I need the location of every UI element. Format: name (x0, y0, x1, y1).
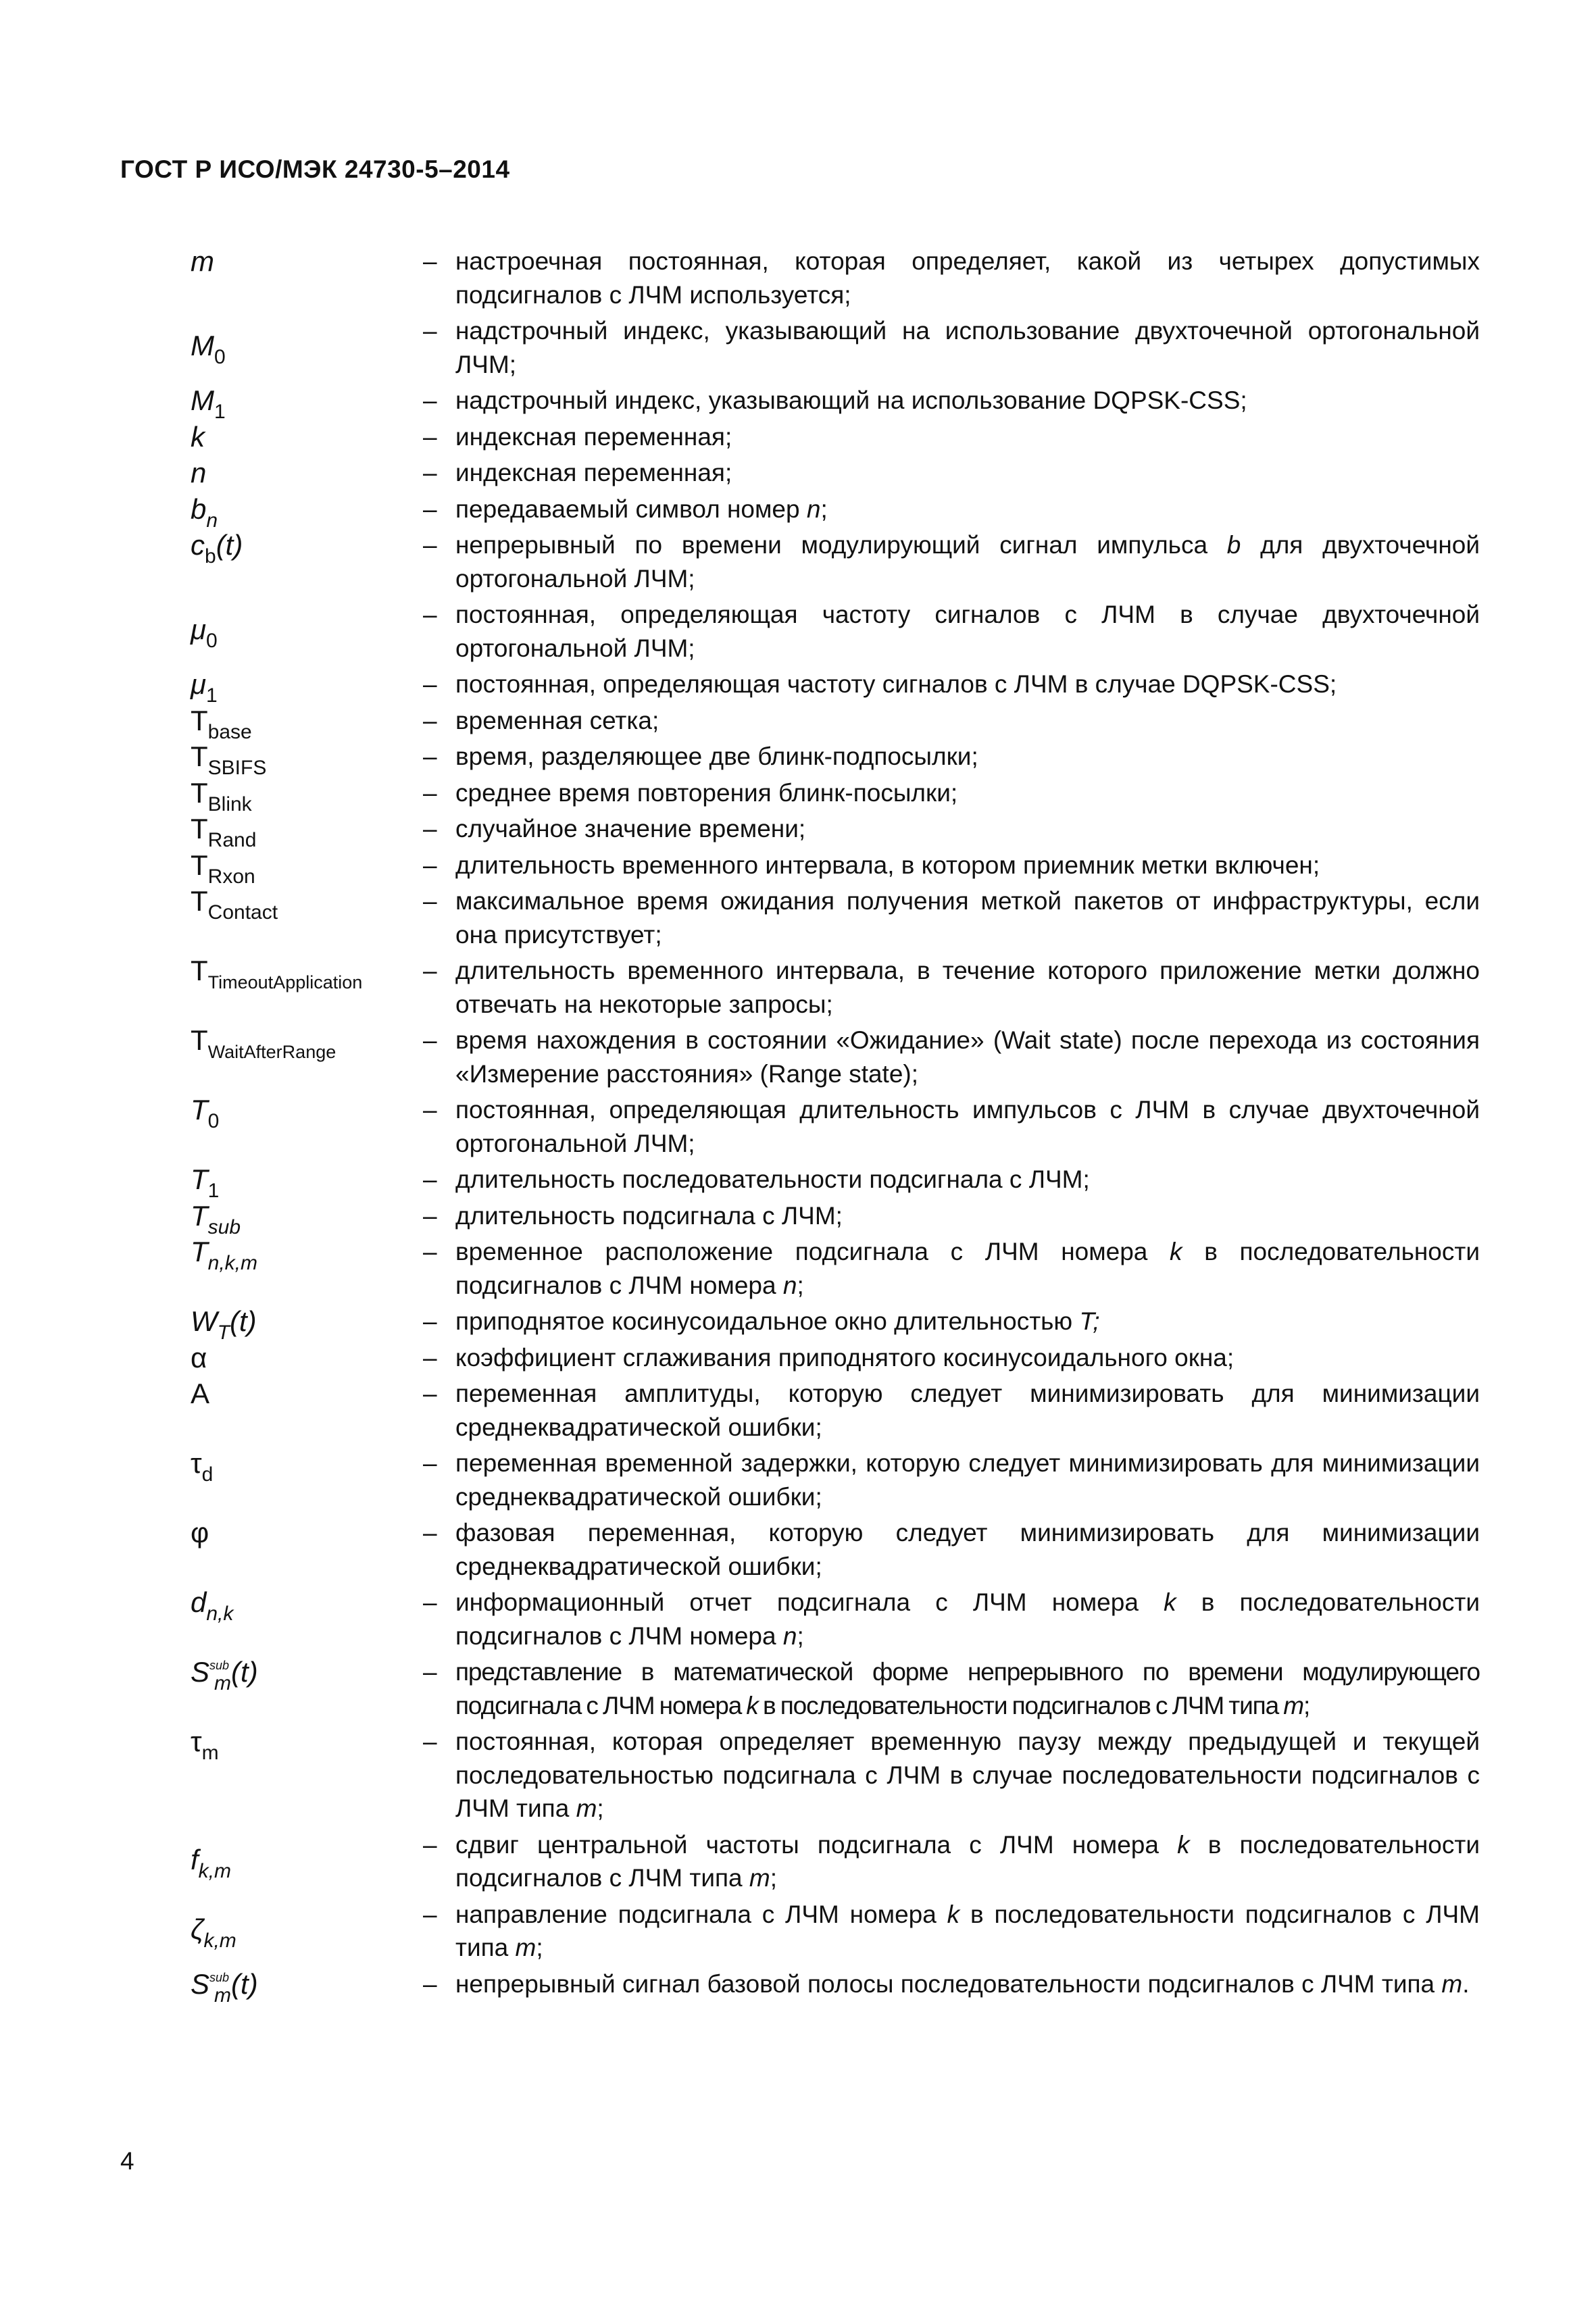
definition-row: $M_0$ – надстрочный индекс, указывающий на использование двухточечной ортогональной ЛЧМ; (120, 314, 1480, 381)
definition-symbol: $\zeta_{k,m}$ (191, 1913, 236, 1952)
definition-text: длительность подсигнала с ЛЧМ; (455, 1201, 843, 1230)
definition-row: $\mu_0$ – постоянная, определяющая частоту сигналов с ЛЧМ в случае двухточечной ортогональной ЛЧМ; (120, 598, 1480, 665)
definition-row: $T_{TimeoutApplication}$ – длительность временного интервала, в течение которого приложение метки должно отвечать на некоторые запросы; (120, 954, 1480, 1021)
definition-row: $W_T(t)$ – приподнятое косинусоидальное окно длительностью T; (120, 1305, 1480, 1338)
definition-row: $T_{Blink}$ – среднее время повторения блинк-посылки; (120, 776, 1480, 810)
definition-row: $\tau_m$ – постоянная, которая определяет временную паузу между предыдущей и текущей последовательностью подсигнала с ЛЧМ в случае последовательности подсигналов с ЛЧМ типа m; (120, 1725, 1480, 1826)
definition-symbol: $M_1$ (191, 384, 226, 423)
definition-text: сдвиг центральной частоты подсигнала с ЛЧМ номера k в последовательности подсигналов с ЛЧМ типа m; (455, 1830, 1480, 1892)
definition-symbol: φ (191, 1517, 209, 1549)
definition-row: $T_1$ – длительность последовательности подсигнала с ЛЧМ; (120, 1163, 1480, 1197)
definition-symbol: $T_{sub}$ (191, 1199, 241, 1238)
definition-text: переменная амплитуды, которую следует минимизировать для минимизации среднеквадратической ошибки; (455, 1380, 1480, 1441)
definition-symbol: $T_{SBIFS}$ (191, 740, 267, 779)
definition-symbol: $T_0$ (191, 1094, 220, 1132)
definition-row: $T_{base}$ – временная сетка; (120, 704, 1480, 738)
definition-row: $d_{n,k}$ – информационный отчет подсигнала с ЛЧМ номера k в последовательности подсигналов с ЛЧМ номера n; (120, 1586, 1480, 1653)
definition-text: постоянная, которая определяет временную паузу между предыдущей и текущей последовательностью подсигнала с ЛЧМ в случае последовательности подсигналов с ЛЧМ типа m; (455, 1728, 1480, 1822)
definition-row: $T_{Contact}$ – максимальное время ожидания получения меткой пакетов от инфраструктуры, если она присутствует; (120, 884, 1480, 951)
definition-text: коэффициент сглаживания приподнятого косинусоидального окна; (455, 1343, 1235, 1372)
definition-symbol: k (191, 420, 205, 453)
definition-row: $S^{sub}_m(t)$ – представление в математической форме непрерывного по времени модулирующего подсигнала с ЛЧМ номера k в последовательности подсигналов с ЛЧМ типа m; (120, 1655, 1480, 1722)
definition-row: $T_{n,k,m}$ – временное расположение подсигнала с ЛЧМ номера k в последовательности подсигналов с ЛЧМ номера n; (120, 1235, 1480, 1302)
definition-text: надстрочный индекс, указывающий на использование DQPSK-CSS; (455, 386, 1247, 414)
definition-symbol: $S^{sub}_m(t)$ (191, 1967, 258, 2007)
definition-symbol: $\tau_m$ (191, 1726, 219, 1764)
definition-row: α – коэффициент сглаживания приподнятого косинусоидального окна; (120, 1341, 1480, 1375)
definition-row: m – настроечная постоянная, которая определяет, какой из четырех допустимых подсигналов с ЛЧМ используется; (120, 245, 1480, 311)
definition-symbol: $c_b(t)$ (191, 529, 243, 568)
definition-text: постоянная, определяющая частоту сигналов с ЛЧМ в случае DQPSK-CSS; (455, 670, 1337, 698)
definition-text: постоянная, определяющая частоту сигналов с ЛЧМ в случае двухточечной ортогональной ЛЧМ; (455, 601, 1480, 662)
definition-text: непрерывный по времени модулирующий сигнал импульса b для двухточечной ортогональной ЛЧМ; (455, 531, 1480, 593)
definition-symbol: $T_{Contact}$ (191, 885, 278, 924)
definition-row: $T_{SBIFS}$ – время, разделяющее две блинк-подпосылки; (120, 740, 1480, 774)
definition-text: временная сетка; (455, 706, 659, 734)
definition-row: $T_{WaitAfterRange}$ – время нахождения в состоянии «Ожидание» (Wait state) после перехода из состояния «Измерение расстояния» (Range state); (120, 1024, 1480, 1090)
definition-symbol: $T_{Blink}$ (191, 776, 252, 815)
definition-symbol: $\tau_d$ (191, 1447, 214, 1486)
definition-text: индексная переменная; (455, 422, 732, 451)
definition-text: длительность временного интервала, в течение которого приложение метки должно отвечать на некоторые запросы; (455, 957, 1480, 1018)
definitions-list (120, 245, 1480, 2007)
definition-text: приподнятое косинусоидальное окно длительностью T; (455, 1307, 1100, 1335)
definition-symbol: $b_n$ (191, 493, 218, 532)
definition-row: $T_0$ – постоянная, определяющая длительность импульсов с ЛЧМ в случае двухточечной ортогональной ЛЧМ; (120, 1093, 1480, 1160)
definition-text: длительность последовательности подсигнала с ЛЧМ; (455, 1165, 1090, 1193)
definition-text: настроечная постоянная, которая определяет, какой из четырех допустимых подсигналов с ЛЧМ используется; (455, 247, 1480, 309)
definition-symbol: A (191, 1378, 210, 1409)
definition-text: случайное значение времени; (455, 815, 806, 842)
definition-symbol: $M_0$ (191, 330, 226, 368)
definition-row: $S^{sub}_m(t)$ – непрерывный сигнал базовой полосы последовательности подсигналов с ЛЧМ типа m. (120, 1967, 1480, 2001)
definition-symbol: n (191, 457, 207, 488)
definition-symbol: $T_{n,k,m}$ (191, 1236, 258, 1274)
definition-row: $c_b(t)$ – непрерывный по времени модулирующий сигнал импульса b для двухточечной ортогональной ЛЧМ; (120, 528, 1480, 595)
definition-row: $\mu_1$ – постоянная, определяющая частоту сигналов с ЛЧМ в случае DQPSK-CSS; (120, 668, 1480, 701)
definition-text: длительность временного интервала, в котором приемник метки включен; (455, 851, 1320, 879)
definition-symbol: $T_{Rxon}$ (191, 849, 255, 888)
definition-text: среднее время повторения блинк-посылки; (455, 778, 958, 807)
definition-row: $T_{sub}$ – длительность подсигнала с ЛЧМ; (120, 1199, 1480, 1233)
definition-text: максимальное время ожидания получения меткой пакетов от инфраструктуры, если она присутствует; (455, 887, 1480, 949)
definition-symbol: $T_1$ (191, 1163, 220, 1202)
definition-row: A – переменная амплитуды, которую следует минимизировать для минимизации среднеквадратической ошибки; (120, 1377, 1480, 1444)
definition-row: $T_{Rand}$ – случайное значение времени; (120, 812, 1480, 846)
definition-row: n – индексная переменная; (120, 456, 1480, 490)
definition-text: временное расположение подсигнала с ЛЧМ номера k в последовательности подсигналов с ЛЧМ номера n; (455, 1238, 1480, 1299)
definition-text: время, разделяющее две блинк-подпосылки; (455, 743, 978, 770)
definition-row: $T_{Rxon}$ – длительность временного интервала, в котором приемник метки включен; (120, 849, 1480, 882)
definition-symbol: $W_T(t)$ (191, 1305, 257, 1344)
definition-symbol: m (191, 245, 214, 277)
definition-row: φ – фазовая переменная, которую следует минимизировать для минимизации среднеквадратической ошибки; (120, 1516, 1480, 1583)
definition-text: постоянная, определяющая длительность импульсов с ЛЧМ в случае двухточечной ортогональной ЛЧМ; (455, 1096, 1480, 1157)
definition-row: $M_1$ – надстрочный индекс, указывающий на использование DQPSK-CSS; (120, 384, 1480, 418)
definition-text: представление в математической форме непрерывного по времени модулирующего подсигнала с ЛЧМ номера k в последовательности подсигналов с ЛЧМ типа m; (455, 1658, 1480, 1719)
definition-symbol: $\mu_1$ (191, 668, 218, 707)
definition-row: $\tau_d$ – переменная временной задержки, которую следует минимизировать для минимизации среднеквадратической ошибки; (120, 1447, 1480, 1513)
definition-text: время нахождения в состоянии «Ожидание» (Wait state) после перехода из состояния «Измерение расстояния» (Range state); (455, 1026, 1480, 1088)
definition-symbol: $T_{WaitAfterRange}$ (191, 1024, 336, 1062)
definition-text: непрерывный сигнал базовой полосы последовательности подсигналов с ЛЧМ типа m. (455, 1969, 1470, 1998)
definition-symbol: $T_{TimeoutApplication}$ (191, 955, 363, 992)
definition-text: направление подсигнала с ЛЧМ номера k в последовательности подсигналов с ЛЧМ типа m; (455, 1900, 1480, 1961)
document-header: ГОСТ Р ИСО/МЭК 24730-5–2014 (120, 155, 510, 183)
definition-text: информационный отчет подсигнала с ЛЧМ номера k в последовательности подсигналов с ЛЧМ номера n; (455, 1588, 1480, 1650)
definition-row: k – индексная переменная; (120, 420, 1480, 454)
definition-symbol: $S^{sub}_m(t)$ (191, 1656, 258, 1694)
definition-text: индексная переменная; (455, 459, 732, 486)
definition-symbol: $T_{Rand}$ (191, 813, 257, 851)
definition-row: $b_n$ – передаваемый символ номер n; (120, 493, 1480, 526)
definition-symbol: α (191, 1341, 207, 1374)
definition-symbol: $d_{n,k}$ (191, 1586, 234, 1625)
definition-text: надстрочный индекс, указывающий на использование двухточечной ортогональной ЛЧМ; (455, 317, 1480, 378)
definition-row: $f_{k,m}$ – сдвиг центральной частоты подсигнала с ЛЧМ номера k в последовательности подсигналов с ЛЧМ типа m; (120, 1828, 1480, 1895)
definition-row: $\zeta_{k,m}$ – направление подсигнала с ЛЧМ номера k в последовательности подсигналов с ЛЧМ типа m; (120, 1898, 1480, 1965)
definition-text: передаваемый символ номер n; (455, 495, 828, 523)
definition-text: переменная временной задержки, которую следует минимизировать для минимизации среднеквадратической ошибки; (455, 1449, 1480, 1511)
page-number: 4 (120, 2147, 134, 2175)
definition-symbol: $\mu_0$ (191, 613, 218, 652)
definition-symbol: $f_{k,m}$ (191, 1843, 231, 1882)
definition-symbol: $T_{base}$ (191, 704, 252, 743)
definition-text: фазовая переменная, которую следует минимизировать для минимизации среднеквадратической ошибки; (455, 1519, 1480, 1580)
